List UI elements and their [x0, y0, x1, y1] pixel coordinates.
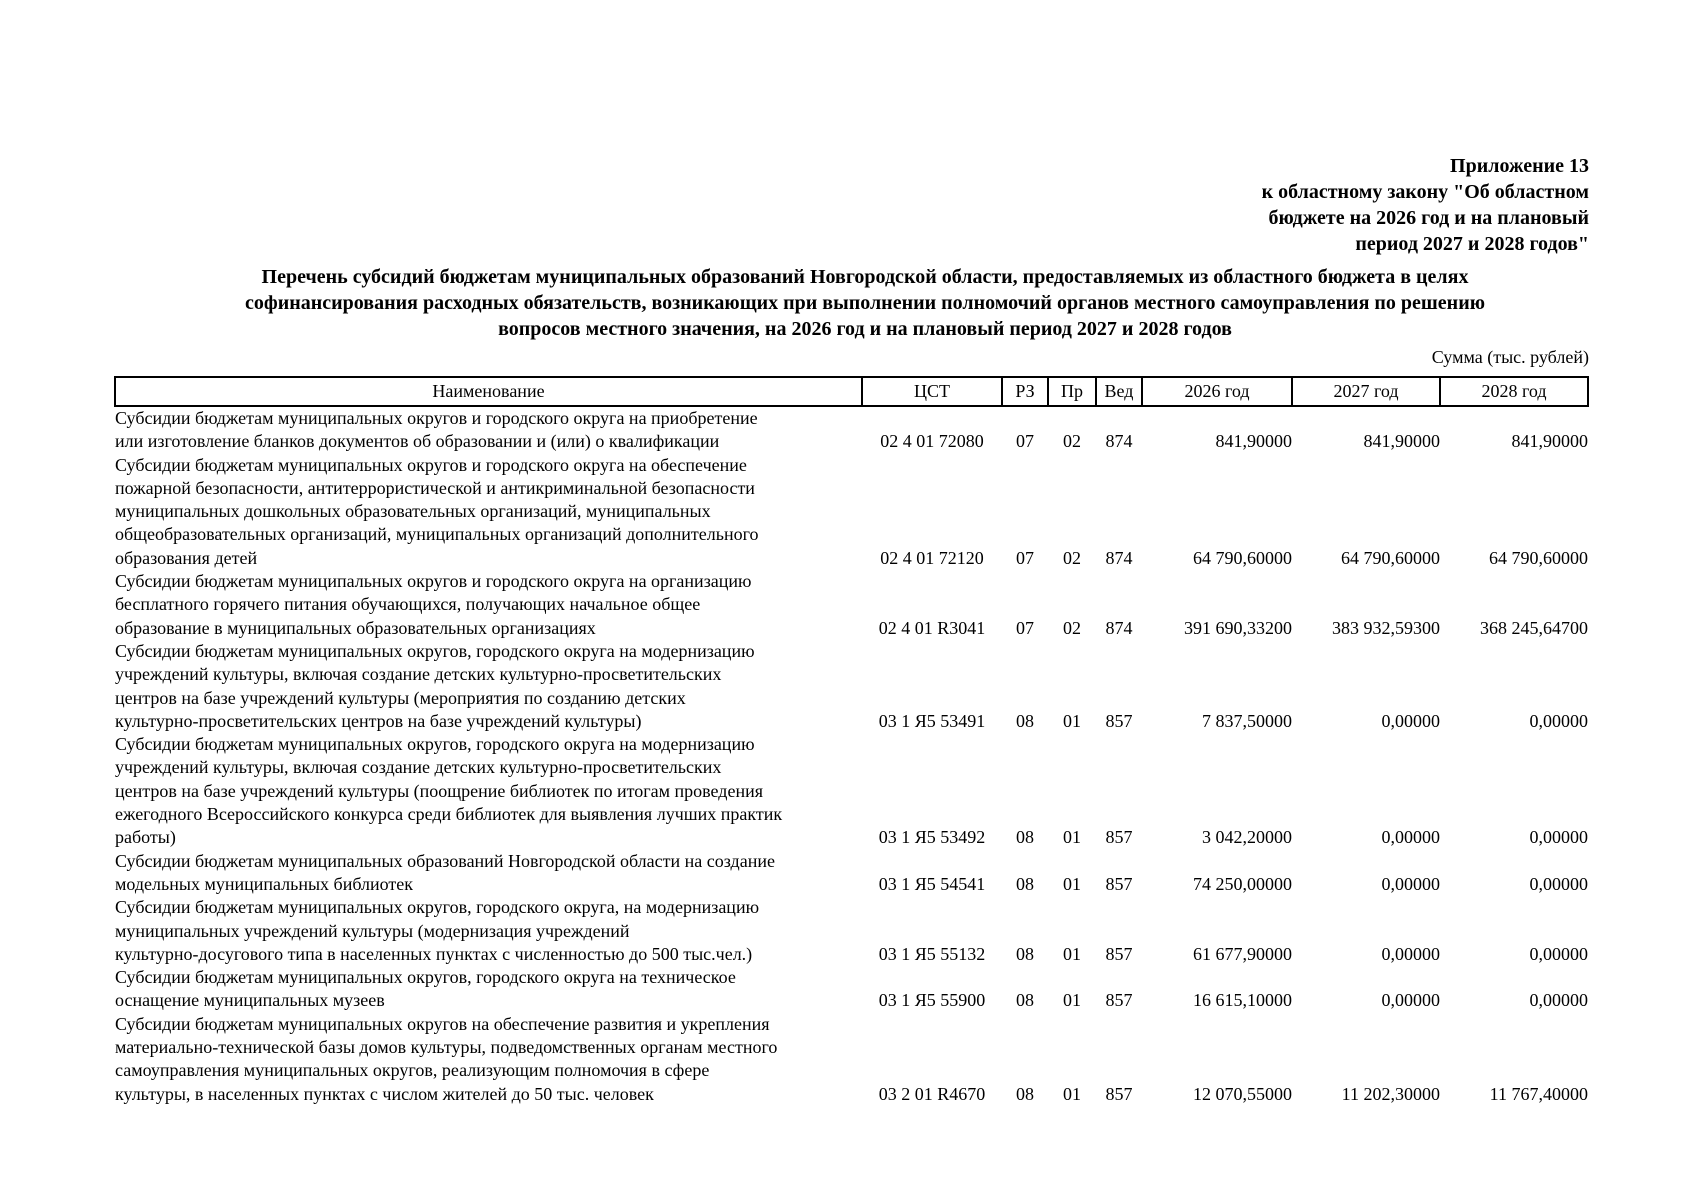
amount-2026-cell: 12 070,55000 — [1193, 1083, 1292, 1104]
subsidy-name-line: культурно-просветительских центров на базе учреждений культуры) — [115, 710, 642, 731]
subsidy-name-line: Субсидии бюджетам муниципальных округов и городского округа на приобретение — [115, 408, 758, 428]
amount-2026-cell: 3 042,20000 — [1202, 827, 1292, 848]
appendix-line: бюджете на 2026 год и на плановый — [1268, 207, 1589, 229]
rz-cell: 07 — [1016, 617, 1034, 638]
rz-cell: 07 — [1016, 431, 1034, 452]
pr-cell: 01 — [1063, 827, 1081, 848]
subsidy-name-cell — [115, 406, 862, 454]
pr-cell: 01 — [1063, 710, 1081, 731]
amount-2026-cell: 841,90000 — [1215, 431, 1292, 452]
appendix-line: к областному закону "Об областном — [1261, 181, 1589, 203]
subsidy-name-cell — [115, 896, 862, 966]
amount-2028-cell: 841,90000 — [1511, 431, 1588, 452]
pr-cell: 01 — [1063, 1083, 1081, 1104]
amount-2028-cell: 0,00000 — [1529, 827, 1588, 848]
pr-cell: 01 — [1063, 943, 1081, 964]
appendix-line: Приложение 13 — [1450, 155, 1589, 177]
subsidy-name-cell — [115, 1013, 862, 1106]
subsidy-name-line: культуры, в населенных пунктах с числом жителей до 50 тыс. человек — [115, 1083, 654, 1104]
title-line: вопросов местного значения, на 2026 год и на плановый период 2027 и 2028 годов — [498, 318, 1232, 340]
amount-2028-cell: 0,00000 — [1529, 990, 1588, 1011]
subsidy-name-line: центров на базе учреждений культуры (поощрение библиотек по итогам проведения — [115, 780, 763, 801]
subsidy-name-line: муниципальных учреждений культуры (модернизация учреждений — [115, 920, 630, 941]
amount-2027-cell: 0,00000 — [1381, 990, 1440, 1011]
appendix-header — [1169, 153, 1589, 257]
pr-cell: 01 — [1063, 990, 1081, 1011]
table-row — [115, 640, 1588, 733]
subsidy-name-line: центров на базе учреждений культуры (мероприятия по созданию детских — [115, 687, 686, 708]
ved-cell: 857 — [1105, 990, 1133, 1011]
subsidy-name-line: или изготовление бланков документов об образовании и (или) о квалификации — [115, 431, 720, 452]
ved-cell: 857 — [1105, 943, 1133, 964]
subsidy-name-line: культурно-досугового типа в населенных пунктах с численностью до 500 тыс.чел.) — [115, 943, 753, 964]
table-row — [115, 1013, 1588, 1106]
ved-cell: 874 — [1105, 617, 1133, 638]
subsidy-name-line: Субсидии бюджетам муниципальных округов, городского округа, на модернизацию — [115, 897, 760, 918]
ved-cell: 874 — [1105, 431, 1133, 452]
amount-2028-cell: 11 767,40000 — [1489, 1083, 1588, 1104]
subsidy-name-line: Субсидии бюджетам муниципальных округов на обеспечение развития и укрепления — [115, 1013, 770, 1034]
amount-2026-cell: 74 250,00000 — [1193, 873, 1292, 894]
cst-cell: 03 1 Я5 55132 — [878, 943, 986, 964]
rz-cell: 08 — [1016, 990, 1034, 1011]
subsidy-name-line: самоуправления муниципальных округов, реализующим полномочия в сфере — [115, 1060, 710, 1081]
cst-cell: 03 2 01 R4670 — [878, 1083, 986, 1104]
subsidy-name-line: Субсидии бюджетам муниципальных округов, городского округа на техническое — [115, 967, 736, 988]
amount-2027-cell: 841,90000 — [1363, 431, 1440, 452]
subsidy-name-line: оснащение муниципальных музеев — [115, 990, 385, 1011]
cst-cell: 02 4 01 72080 — [880, 431, 984, 452]
appendix-line: период 2027 и 2028 годов" — [1355, 233, 1589, 255]
amount-2027-cell: 383 932,59300 — [1332, 617, 1440, 638]
amount-2027-cell: 11 202,30000 — [1341, 1083, 1440, 1104]
rz-cell: 08 — [1016, 1083, 1034, 1104]
header-pr: Пр — [1048, 377, 1096, 406]
cst-cell: 03 1 Я5 54541 — [878, 873, 986, 894]
title-line: Перечень субсидий бюджетам муниципальных образований Новгородской области, предоставляемых из областного бюджета в целях — [261, 266, 1469, 288]
subsidy-name-line: Субсидии бюджетам муниципальных округов, городского округа на модернизацию — [115, 734, 755, 755]
amount-2026-cell: 391 690,33200 — [1184, 617, 1292, 638]
table-row — [115, 966, 1588, 1013]
subsidy-name-cell — [115, 850, 862, 897]
table-body — [115, 406, 1588, 1106]
subsidy-name-line: муниципальных дошкольных образовательных организаций, муниципальных — [115, 501, 711, 522]
header-rz: РЗ — [1002, 377, 1048, 406]
subsidy-name-line: работы) — [115, 827, 176, 848]
table-row — [115, 454, 1588, 570]
ved-cell: 857 — [1105, 1083, 1133, 1104]
table-row — [115, 406, 1588, 454]
subsidy-name-line: учреждений культуры, включая создание детских культурно-просветительских — [115, 664, 722, 685]
subsidy-name-line: образование в муниципальных образовательных организациях — [115, 617, 596, 638]
table-row — [115, 570, 1588, 640]
pr-cell: 01 — [1063, 873, 1081, 894]
amount-2026-cell: 7 837,50000 — [1202, 710, 1292, 731]
amount-2026-cell: 61 677,90000 — [1193, 943, 1292, 964]
subsidy-name-line: бесплатного горячего питания обучающихся, получающих начальное общее — [115, 594, 701, 615]
subsidy-name-line: Субсидии бюджетам муниципальных округов, городского округа на модернизацию — [115, 640, 755, 661]
ved-cell: 857 — [1105, 873, 1133, 894]
amount-2027-cell: 0,00000 — [1381, 827, 1440, 848]
amount-2026-cell: 64 790,60000 — [1193, 547, 1292, 568]
subsidy-name-line: ежегодного Всероссийского конкурса среди библиотек для выявления лучших практик — [115, 804, 783, 825]
header-2027: 2027 год — [1292, 377, 1440, 406]
title-line: софинансирования расходных обязательств, возникающих при выполнении полномочий органов местного самоуправления по решению — [244, 292, 1486, 314]
amount-2027-cell: 0,00000 — [1381, 710, 1440, 731]
rz-cell: 08 — [1016, 827, 1034, 848]
subsidy-name-line: материально-технической базы домов культуры, подведомственных органам местного — [115, 1037, 778, 1058]
rz-cell: 08 — [1016, 710, 1034, 731]
rz-cell: 07 — [1016, 547, 1034, 568]
amount-2028-cell: 368 245,64700 — [1480, 617, 1588, 638]
cst-cell: 02 4 01 72120 — [880, 547, 984, 568]
cst-cell: 03 1 Я5 53492 — [878, 827, 986, 848]
subsidy-name-line: Субсидии бюджетам муниципальных округов и городского округа на обеспечение — [115, 454, 747, 475]
document-title — [140, 264, 1590, 342]
amount-2027-cell: 64 790,60000 — [1341, 547, 1440, 568]
ved-cell: 874 — [1105, 547, 1133, 568]
amount-2027-cell: 0,00000 — [1381, 873, 1440, 894]
amount-2028-cell: 0,00000 — [1529, 943, 1588, 964]
cst-cell: 03 1 Я5 55900 — [878, 990, 986, 1011]
subsidy-name-line: образования детей — [115, 547, 258, 568]
header-cst: ЦСТ — [862, 377, 1002, 406]
subsidy-name-cell — [115, 640, 862, 733]
subsidy-name-cell — [115, 454, 862, 570]
cst-cell: 02 4 01 R3041 — [878, 617, 986, 638]
rz-cell: 08 — [1016, 873, 1034, 894]
subsidy-name-cell — [115, 570, 862, 640]
table-row — [115, 896, 1588, 966]
subsidy-name-line: Субсидии бюджетам муниципальных округов и городского округа на организацию — [115, 571, 752, 592]
pr-cell: 02 — [1063, 617, 1081, 638]
table-row — [115, 850, 1588, 897]
pr-cell: 02 — [1063, 547, 1081, 568]
subsidy-name-line: Субсидии бюджетам муниципальных образований Новгородской области на создание — [115, 850, 775, 871]
ved-cell: 857 — [1105, 827, 1133, 848]
subsidy-name-cell — [115, 966, 862, 1013]
subsidy-name-line: общеобразовательных организаций, муниципальных организаций дополнительного — [115, 524, 759, 545]
subsidies-table — [114, 376, 1589, 1106]
subsidy-name-line: учреждений культуры, включая создание детских культурно-просветительских — [115, 757, 722, 778]
amount-2026-cell: 16 615,10000 — [1193, 990, 1292, 1011]
header-2028: 2028 год — [1440, 377, 1588, 406]
subsidy-name-cell — [115, 733, 862, 849]
ved-cell: 857 — [1105, 710, 1133, 731]
rz-cell: 08 — [1016, 943, 1034, 964]
subsidy-name-line: модельных муниципальных библиотек — [115, 873, 414, 894]
table-row — [115, 733, 1588, 849]
amount-2027-cell: 0,00000 — [1381, 943, 1440, 964]
cst-cell: 03 1 Я5 53491 — [878, 710, 986, 731]
amount-2028-cell: 64 790,60000 — [1489, 547, 1588, 568]
table-header — [115, 377, 1588, 406]
header-ved: Вед — [1096, 377, 1142, 406]
amount-2028-cell: 0,00000 — [1529, 873, 1588, 894]
units-note: Сумма (тыс. рублей) — [1431, 347, 1589, 367]
header-2026: 2026 год — [1142, 377, 1292, 406]
header-name: Наименование — [115, 377, 862, 406]
subsidy-name-line: пожарной безопасности, антитеррористической и антикриминальной безопасности — [115, 477, 755, 498]
pr-cell: 02 — [1063, 431, 1081, 452]
amount-2028-cell: 0,00000 — [1529, 710, 1588, 731]
